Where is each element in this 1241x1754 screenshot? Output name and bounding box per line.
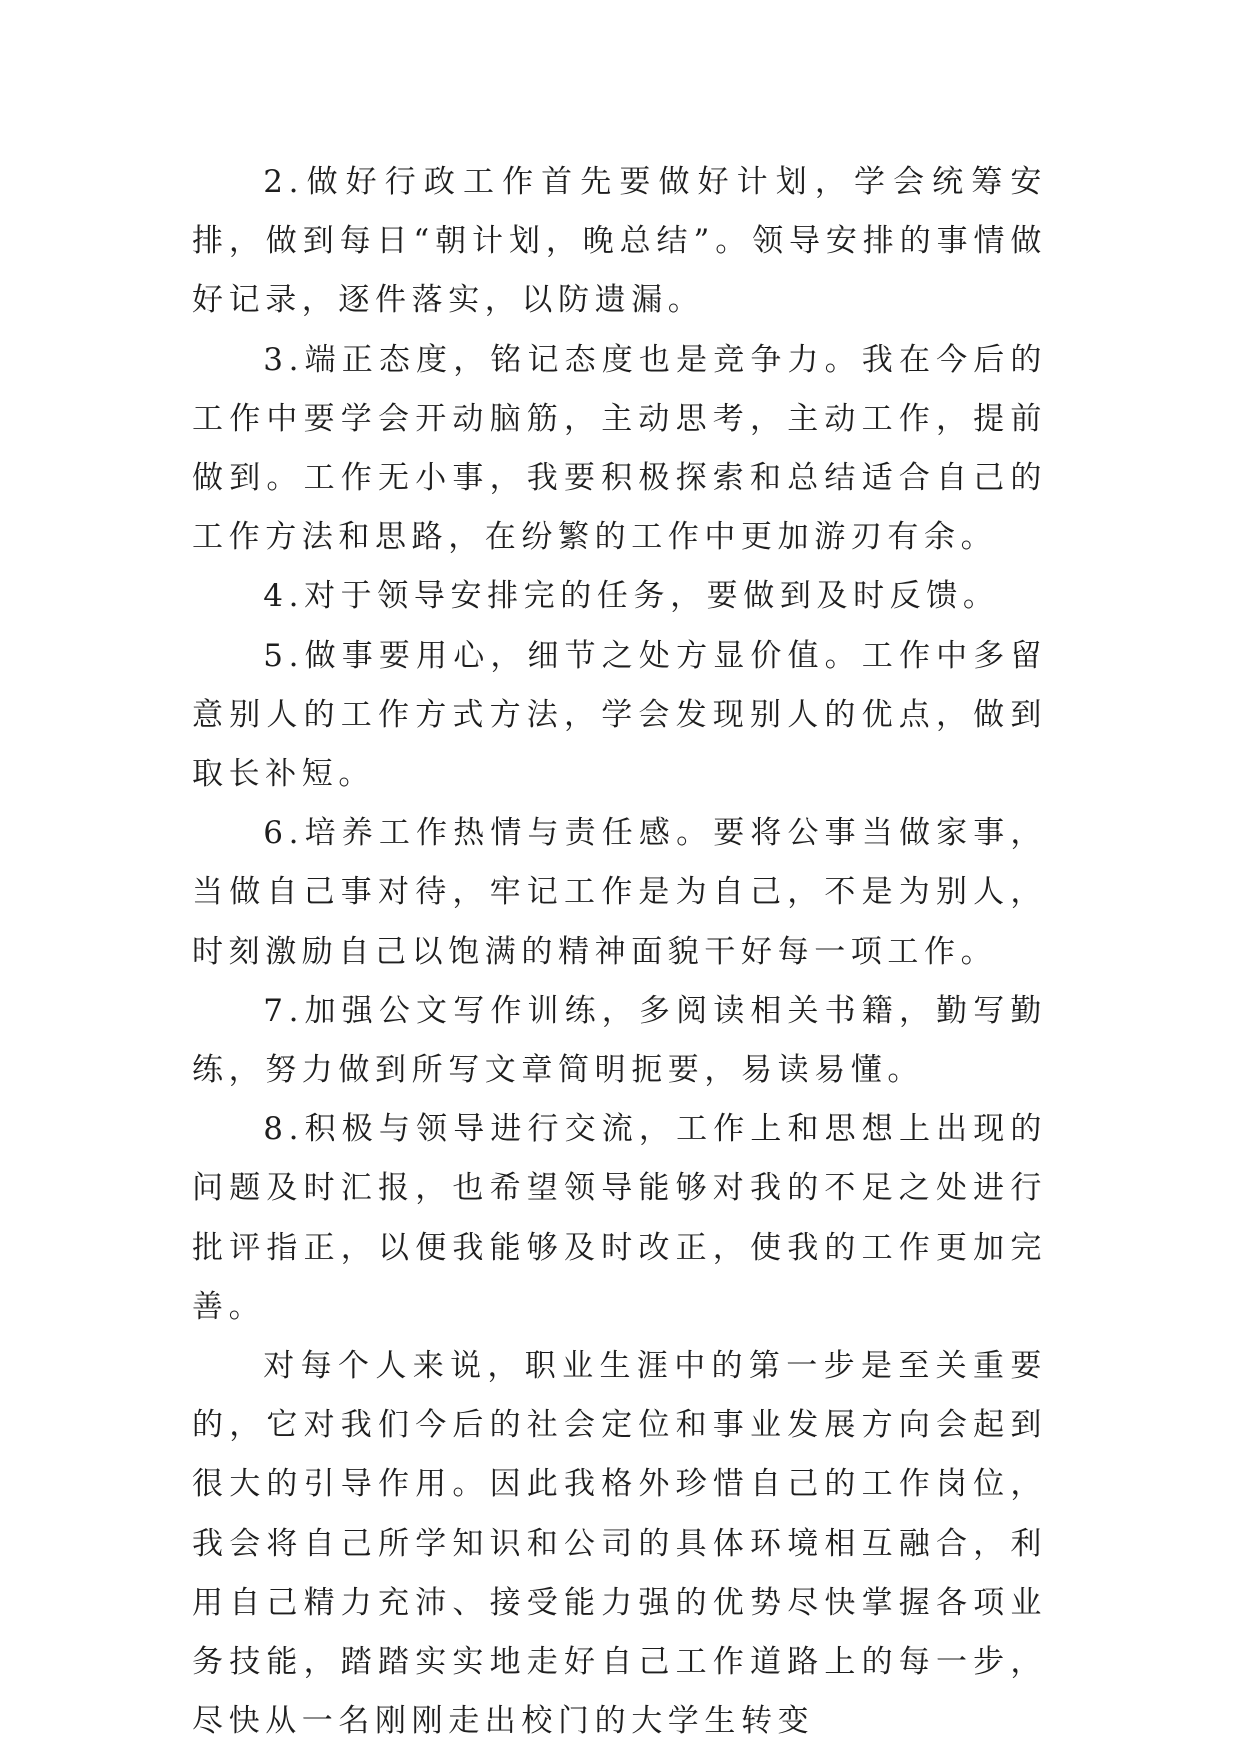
- paragraph-item-8: 8.积极与领导进行交流，工作上和思想上出现的问题及时汇报，也希望领导能够对我的不足之处进行批评指正，以便我能够及时改正，使我的工作更加完善。: [192, 1111, 1047, 1325]
- paragraph-item-2: 2.做好行政工作首先要做好计划，学会统筹安排，做到每日“朝计划，晚总结”。领导安排的事情做好记录，逐件落实，以防遗漏。: [192, 164, 1047, 319]
- paragraph-item-7: 7.加强公文写作训练，多阅读相关书籍，勤写勤练，努力做到所写文章简明扼要，易读易懂。: [192, 992, 1047, 1089]
- paragraph-item-6: 6.培养工作热情与责任感。要将公事当做家事，当做自己事对待，牢记工作是为自己，不是为别人，时刻激励自己以饱满的精神面貌干好每一项工作。: [192, 815, 1047, 970]
- document-body: [192, 153, 1047, 1751]
- paragraph-closing: 对每个人来说，职业生涯中的第一步是至关重要的，它对我们今后的社会定位和事业发展方向会起到很大的引导作用。因此我格外珍惜自己的工作岗位，我会将自己所学知识和公司的具体环境相互融合，利用自己精力充沛、接受能力强的优势尽快掌握各项业务技能，踏踏实实地走好自己工作道路上的每一步，尽快从一名刚刚走出校门的大学生转变: [192, 1348, 1047, 1740]
- paragraph-item-5: 5.做事要用心，细节之处方显价值。工作中多留意别人的工作方式方法，学会发现别人的优点，做到取长补短。: [192, 637, 1047, 793]
- paragraph-item-4: 4.对于领导安排完的任务，要做到及时反馈。: [263, 578, 1000, 615]
- paragraph-item-3: 3.端正态度，铭记态度也是竞争力。我在今后的工作中要学会开动脑筋，主动思考，主动工作，提前做到。工作无小事，我要积极探索和总结适合自己的工作方法和思路，在纷繁的工作中更加游刃有余。: [192, 341, 1047, 556]
